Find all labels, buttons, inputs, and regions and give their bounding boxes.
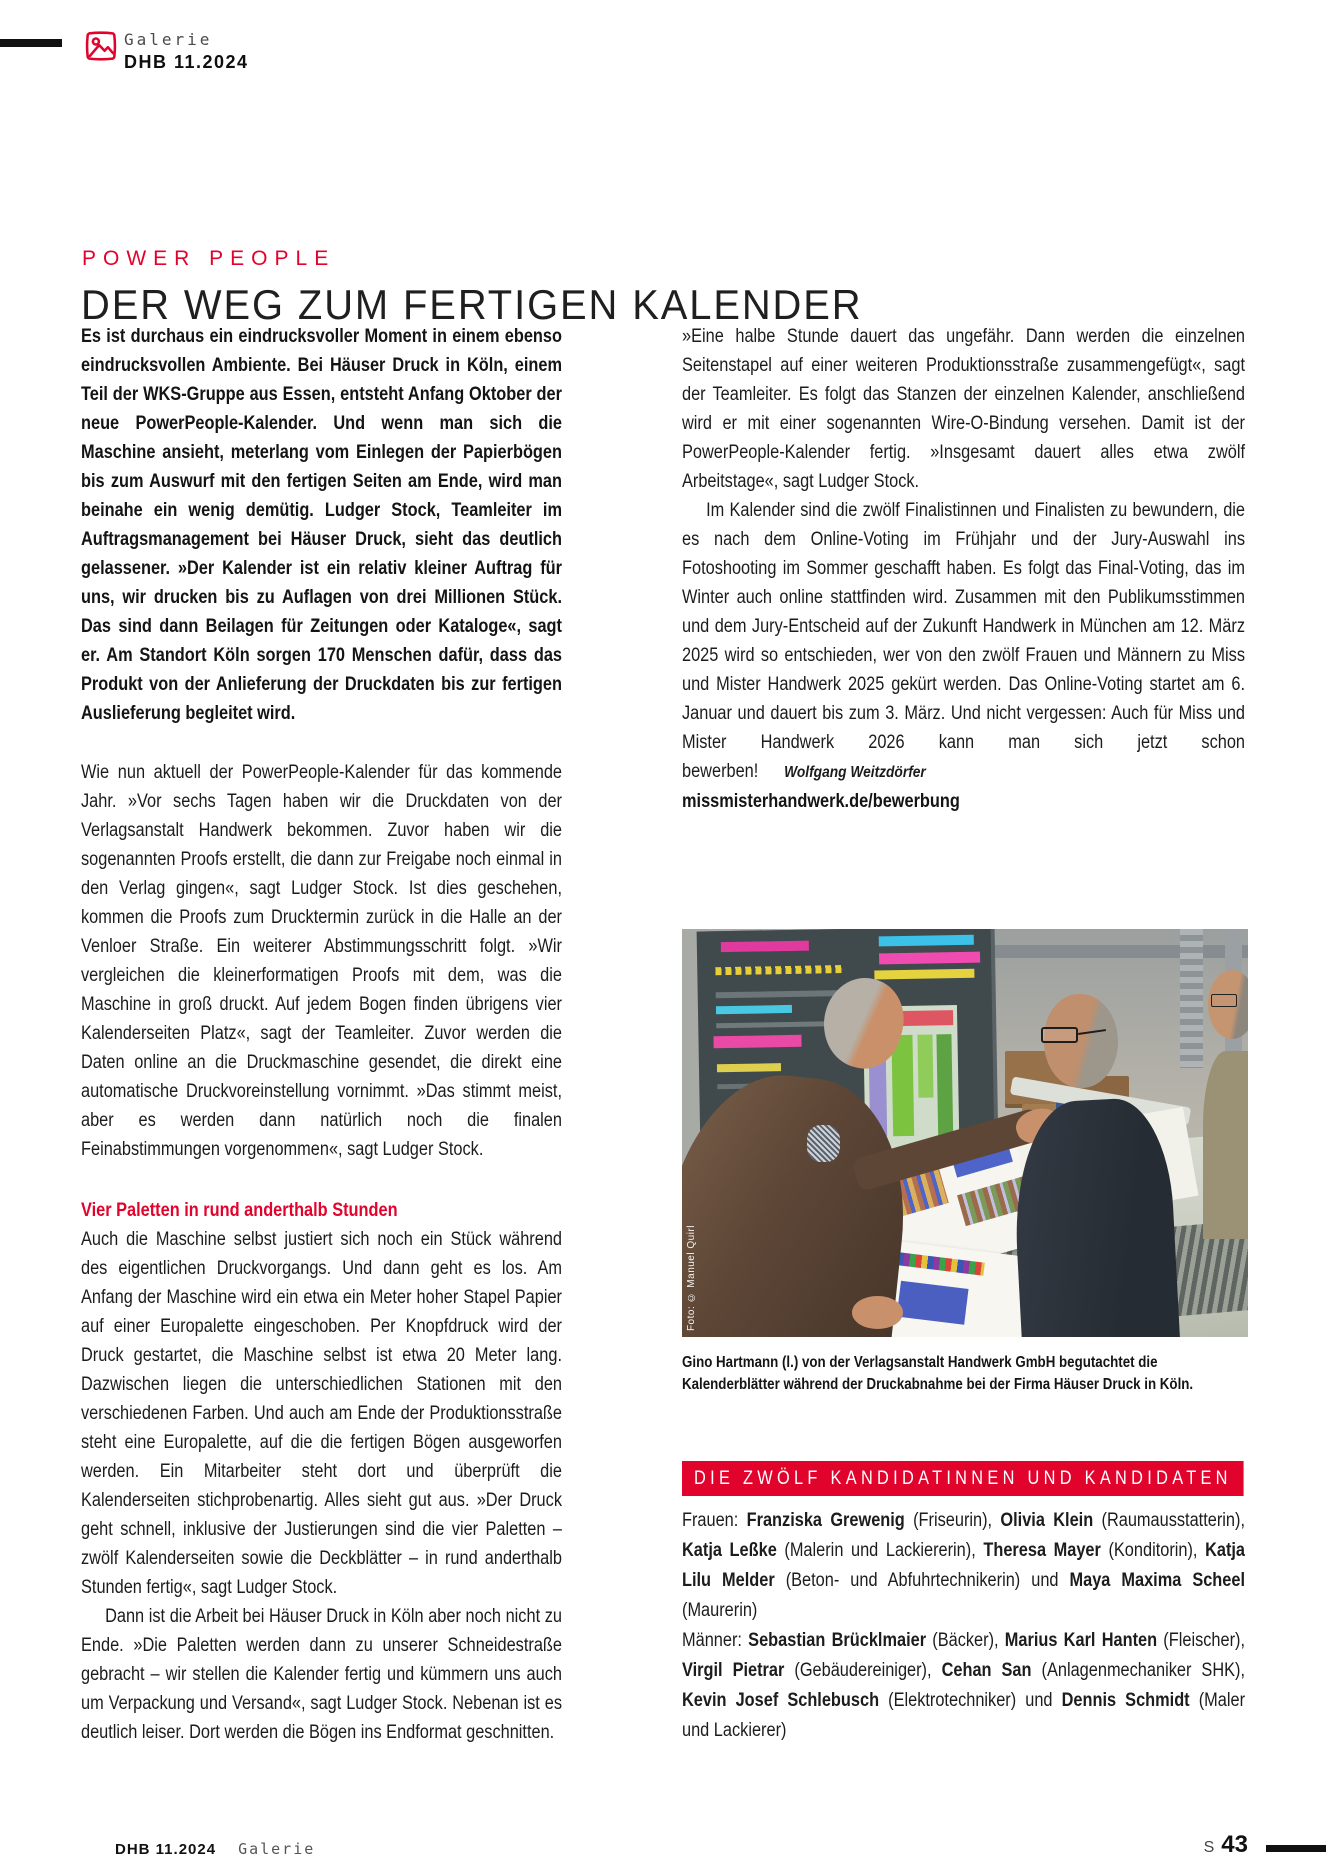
article-column-right <box>682 322 1245 817</box>
gallery-icon <box>83 28 119 64</box>
paragraph: »Eine halbe Stunde dauert das ungefähr. Dann werden die einzelnen Seitenstapel auf einer weiteren Produktionsstraße zusammengefügt«, sagt der Teamleiter. Es folgt das Stanzen der einzelnen Kalender, anschließend wird er mit einer sogenannten Wire-O-Bindung versehen. Damit ist der PowerPeople-Kalender fertig. »Insgesamt dauert alles etwa zwölf Arbeitstage«, sagt Ludger Stock. <box>682 326 1246 492</box>
paragraph <box>682 496 1245 787</box>
intro-paragraph: Es ist durchaus ein eindrucksvoller Moment in einem ebenso eindrucksvollen Ambiente. Bei Häuser Druck in Köln, einem Teil der WKS-Gruppe aus Essen, entsteht Anfang Oktober der neue PowerPeople-Kalender. Und wenn man sich die Maschine ansieht, meterlang vom Einlegen der Papierbögen bis zum Auswurf mit den fertigen Seiten am Ende, wird man beinahe ein wenig demütig. Ludger Stock, Teamleiter im Auftragsmanagement bei Häuser Druck, sieht das deutlich gelassener. »Der Kalender ist ein relativ kleiner Auftrag für uns, wir drucken bis zu Auflagen von drei Millionen Stück. Das sind dann Beilagen für Zeitungen oder Kataloge«, sagt er. Am Standort Köln sorgen 170 Menschen dafür, dass das Produkt von der Anlieferung der Druckdaten bis zur fertigen Auslieferung begleitet wird. <box>81 326 562 724</box>
ink-bar-yellow <box>715 965 845 976</box>
ink-bar-magenta <box>713 1035 801 1048</box>
photo-man-right-glasses <box>1041 1027 1078 1043</box>
photo-man-left-hand <box>852 1296 903 1329</box>
page-edge-bar <box>1266 1845 1326 1852</box>
ink-bar-yellow <box>717 1063 782 1072</box>
kicker: POWER PEOPLE <box>82 247 336 270</box>
footer-left <box>115 1840 315 1858</box>
candidates-banner-wrap <box>682 1461 1326 1496</box>
paragraph: Wie nun aktuell der PowerPeople-Kalender für das kommende Jahr. »Vor sechs Tagen haben wir die Druckdaten von der Verlagsanstalt Handwerk bekommen. Zuvor haben wir die sogenannten Proofs erstellt, die dann zur Freigabe noch einmal in den Verlag gingen«, sagt Ludger Stock. Ist dies geschehen, kommen die Proofs zum Drucktermin zurück in die Halle an der Venloer Straße. Ein weiterer Abstimmungsschritt folgt. »Wir vergleichen die kleinerformatigen Proofs mit dem, was die Maschine in groß druckt. Auf jedem Bogen finden übrigens vier Kalenderseiten Platz«, sagt der Teamleiter. Zuvor werden die Daten online an die Druckmaschine gesendet, die direkt eine automatische Druckvoreinstellung vornimmt. »Das stimmt meist, aber es werden dann natürlich noch die finalen Feinabstimmungen vorgenommen«, sagt Ludger Stock. <box>81 762 562 1160</box>
paragraph: Dann ist die Arbeit bei Häuser Druck in Köln aber noch nicht zu Ende. »Die Paletten werden dann zu unserer Schneidestraße gebracht – wir stellen die Kalender fertig und kümmern uns auch um Verpackung und Versand«, sagt Ludger Stock. Nebenan ist es deutlich leiser. Dort werden die Bögen ins Endformat geschnitten. <box>81 1606 562 1743</box>
ink-bar-yellow <box>874 968 974 979</box>
sheet-blue-label <box>897 1281 969 1325</box>
status-cell-lime <box>918 1034 934 1098</box>
footer-section: Galerie <box>238 1840 316 1858</box>
page-edge-bar <box>0 39 62 47</box>
article-photo <box>682 929 1248 1337</box>
photo-man-far-right-glasses <box>1211 994 1236 1006</box>
ink-bar-cyan <box>716 1005 793 1015</box>
ink-bar-magenta <box>720 941 808 952</box>
status-cell-green <box>937 1034 954 1135</box>
candidates-list <box>682 1506 1245 1746</box>
page-prefix: S <box>1203 1839 1215 1856</box>
footer-page-number <box>1204 1831 1248 1859</box>
photo-man-left-shirt <box>807 1125 841 1162</box>
photo-caption-text: Gino Hartmann (l.) von der Verlagsanstalt Handwerk GmbH begutachtet die Kalenderblätter während der Druckabnahme bei der Firma Häuser Druck in Köln. <box>682 1354 1194 1393</box>
page-title: DER WEG ZUM FERTIGEN KALENDER <box>81 281 863 328</box>
footer-issue: DHB 11.2024 <box>115 1841 217 1858</box>
photo-caption <box>682 1352 1248 1396</box>
candidates-men: Männer: Sebastian Brücklmaier (Bäcker), Marius Karl Hanten (Fleischer), Virgil Pietrar (Gebäudereiniger), Cehan San (Anlagenmechaniker SHK), Kevin Josef Schlebusch (Elektrotechniker) und Dennis Schmidt (Maler und Lackierer) <box>682 1630 1246 1741</box>
subhead: Vier Paletten in rund anderthalb Stunden <box>81 1200 398 1221</box>
photo-ceiling-beam <box>993 945 1248 957</box>
header-issue-label: DHB 11.2024 <box>124 52 249 72</box>
candidates-banner-title: DIE ZWÖLF KANDIDATINNEN UND KANDIDATEN <box>682 1461 1244 1496</box>
photo-duct <box>1180 929 1203 1068</box>
page-number: 43 <box>1221 1831 1248 1858</box>
candidates-women: Frauen: Franziska Grewenig (Friseurin), Olivia Klein (Raumausstatterin), Katja Leßke (Malerin und Lackiererin), Theresa Mayer (Konditorin), Katja Lilu Melder (Beton- und Abfuhrtechnikerin) und Maya Maxima Scheel (Maurerin) <box>682 1510 1246 1621</box>
application-url: missmisterhandwerk.de/bewerbung <box>682 791 960 812</box>
ink-bar-cyan <box>879 935 973 946</box>
photo-credit: Foto: © Manuel Quirl <box>686 1224 697 1331</box>
header-section-label: Galerie <box>124 30 213 49</box>
paragraph-text: Im Kalender sind die zwölf Finalistinnen und Finalisten zu bewundern, die es nach dem Online-Voting im Frühjahr und der Jury-Auswahl ins Fotoshooting im Sommer geschafft haben. Es folgt das Final-Voting, das im Winter auch online stattfinden wird. Zusammen mit den Publikumsstimmen und dem Jury-Entscheid auf der Zukunft Handwerk in München am 12. März 2025 wird so entschieden, wer von den zwölf Frauen und Männern zu Miss und Mister Handwerk 2025 gekürt werden. Das Online-Voting startet am 6. Januar und dauert bis zum 3. März. Und nicht vergessen: Auch für Miss und Mister Handwerk 2026 kann man sich jetzt schon bewerben! <box>682 500 1246 782</box>
photo-man-far-right-body <box>1203 1051 1248 1239</box>
ink-bar-magenta <box>879 952 979 965</box>
paragraph: Auch die Maschine selbst justiert sich noch ein Stück während des eigentlichen Druckvorgangs. Und dann geht es los. Am Anfang der Maschine wird ein etwa ein Meter hoher Stapel Papier auf einer Europalette eingeschoben. Per Knopfdruck wird der Druck gestartet, die Maschine selbst ist etwa 20 Meter lang. Dazwischen liegen die unterschiedlichen Stationen mit den verschiedenen Farben. Und auch am Ende der Produktionsstraße steht eine Europalette, auf die die fertigen Bögen ausgeworfen werden. Ein Mitarbeiter steht dort und überprüft die Kalenderseiten stichprobenartig. Alles sieht gut aus. »Der Druck geht schnell, inklusive der Justierungen sind die vier Paletten – zwölf Kalenderseiten sowie die Deckblätter – in rund anderthalb Stunden fertig«, sagt Ludger Stock. <box>81 1229 562 1598</box>
header-text <box>124 30 249 73</box>
article-column-left <box>81 322 562 1747</box>
author-byline: Wolfgang Weitzdörfer <box>784 764 926 781</box>
